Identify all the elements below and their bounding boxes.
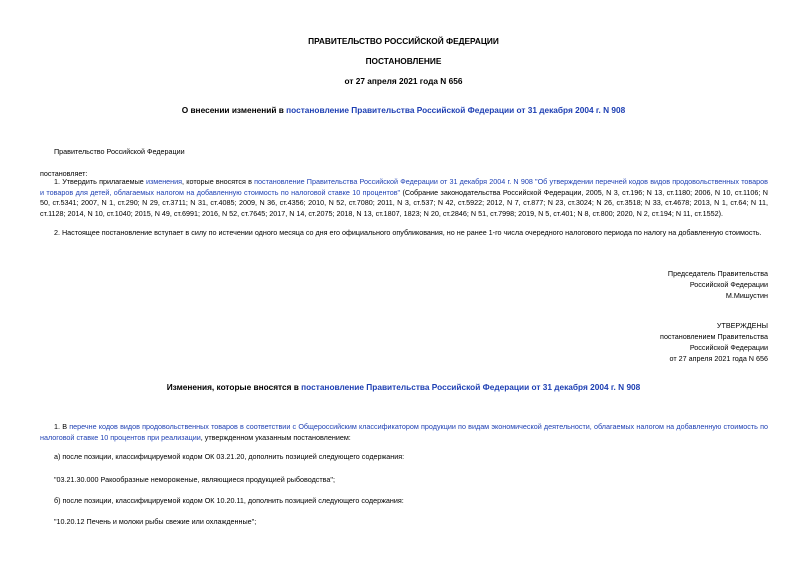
government-line: Правительство Российской Федерации [54,147,185,156]
p1-text-b: , которые вносятся в [182,177,255,186]
item-a-quote: "03.21.30.000 Ракообразные немороженые, являющиеся продукцией рыбоводства"; [54,475,335,484]
approved-label: УТВЕРЖДЕНЫ [716,321,768,330]
signature-position: Председатель Правительства [667,269,768,278]
item1-text-b: , утвержденном указанным постановлением: [200,432,351,442]
header-org: ПРАВИТЕЛЬСТВО РОССИЙСКОЙ ФЕДЕРАЦИИ [308,36,499,46]
changes-item-1 [40,422,768,443]
signature-country: Российской Федерации [689,280,768,289]
paragraph-1 [40,177,768,219]
changes-title-prefix: Изменения, которые вносятся в [166,382,302,392]
item-a: а) после позиции, классифицируемой кодом ОК 03.21.20, дополнить позицией следующего содержания: [54,452,405,461]
changes-title-link[interactable]: постановление Правительства Российской Федерации от 31 декабря 2004 г. N 908 [301,382,641,392]
paragraph-2: 2. Настоящее постановление вступает в силу по истечении одного месяца со дня его официального опубликования, но не ранее 1-го числа очередного налогового периода по налогу на добавленную стоимость. [54,228,762,237]
item-b: б) после позиции, классифицируемой кодом ОК 10.20.11, дополнить позицией следующего содержания: [54,496,404,505]
title-link[interactable]: постановление Правительства Российской Федерации от 31 декабря 2004 г. N 908 [286,105,626,115]
approved-country: Российской Федерации [689,343,768,352]
item1-link[interactable]: перечне кодов видов продовольственных товаров в соответствии с Общероссийским классификатором продукции по видам экономической деятельности, облагаемых налогом на добавленную стоимость по налоговой ставке 10 процентов при реализации [40,422,768,442]
item1-text-a: 1. В [54,422,70,431]
approved-date: от 27 апреля 2021 года N 656 [669,354,768,363]
item-b-quote: "10.20.12 Печень и молоки рыбы свежие или охлажденные"; [54,517,257,526]
p1-text-c: (Собрание законодательства Российской Федерации, 2005, N 3, ст.196; N 13, ст.1180; 2006, N 10, ст.1106; N 50, ст.5341; 2007, N 1, ст.290; N 29, ст.3711; N 31, ст.4085; 2009, N 36, ст.4356; 2010, N 52, ст.7080; 2011, N 3, ст.537; N 42, ст.5922; 2012, N 7, ст.877; N 23, ст.3024; N 26, ст.3518; N 33, ст.4678; 2013, N 1, ст.64; N 11, ст.1128; 2014, N 10, ст.1040; 2015, N 49, ст.6991; 2016, N 52, ст.7645; 2017, N 14, ст.2075; 2018, N 13, ст.1807, 1823; N 20, ст.2846; N 51, ст.7998; 2019, N 5, ст.401; N 8, ст.800; 2020, N 2, ст.194; N 11, ст.1552). [40,187,769,218]
header-date-number: от 27 апреля 2021 года N 656 [344,76,463,86]
p1-link-decree[interactable]: постановление Правительства Российской Федерации от 31 декабря 2004 г. N 908 "Об утверждении перечней кодов видов продовольственных товаров и товаров для детей, облагаемых налогом на добавленную стоимость по налоговой ставке 10 процентов" [40,177,768,197]
header-doc-type: ПОСТАНОВЛЕНИЕ [365,56,442,66]
changes-title [0,382,807,393]
decree-word: постановляет: [40,169,88,178]
document-title [0,105,807,116]
signature-name: М.Мишустин [725,291,768,300]
p1-link-changes[interactable]: изменения [145,177,183,186]
p1-text-a: 1. Утвердить прилагаемые [54,177,146,186]
approved-by: постановлением Правительства [660,332,768,341]
title-prefix: О внесении изменений в [181,105,287,115]
